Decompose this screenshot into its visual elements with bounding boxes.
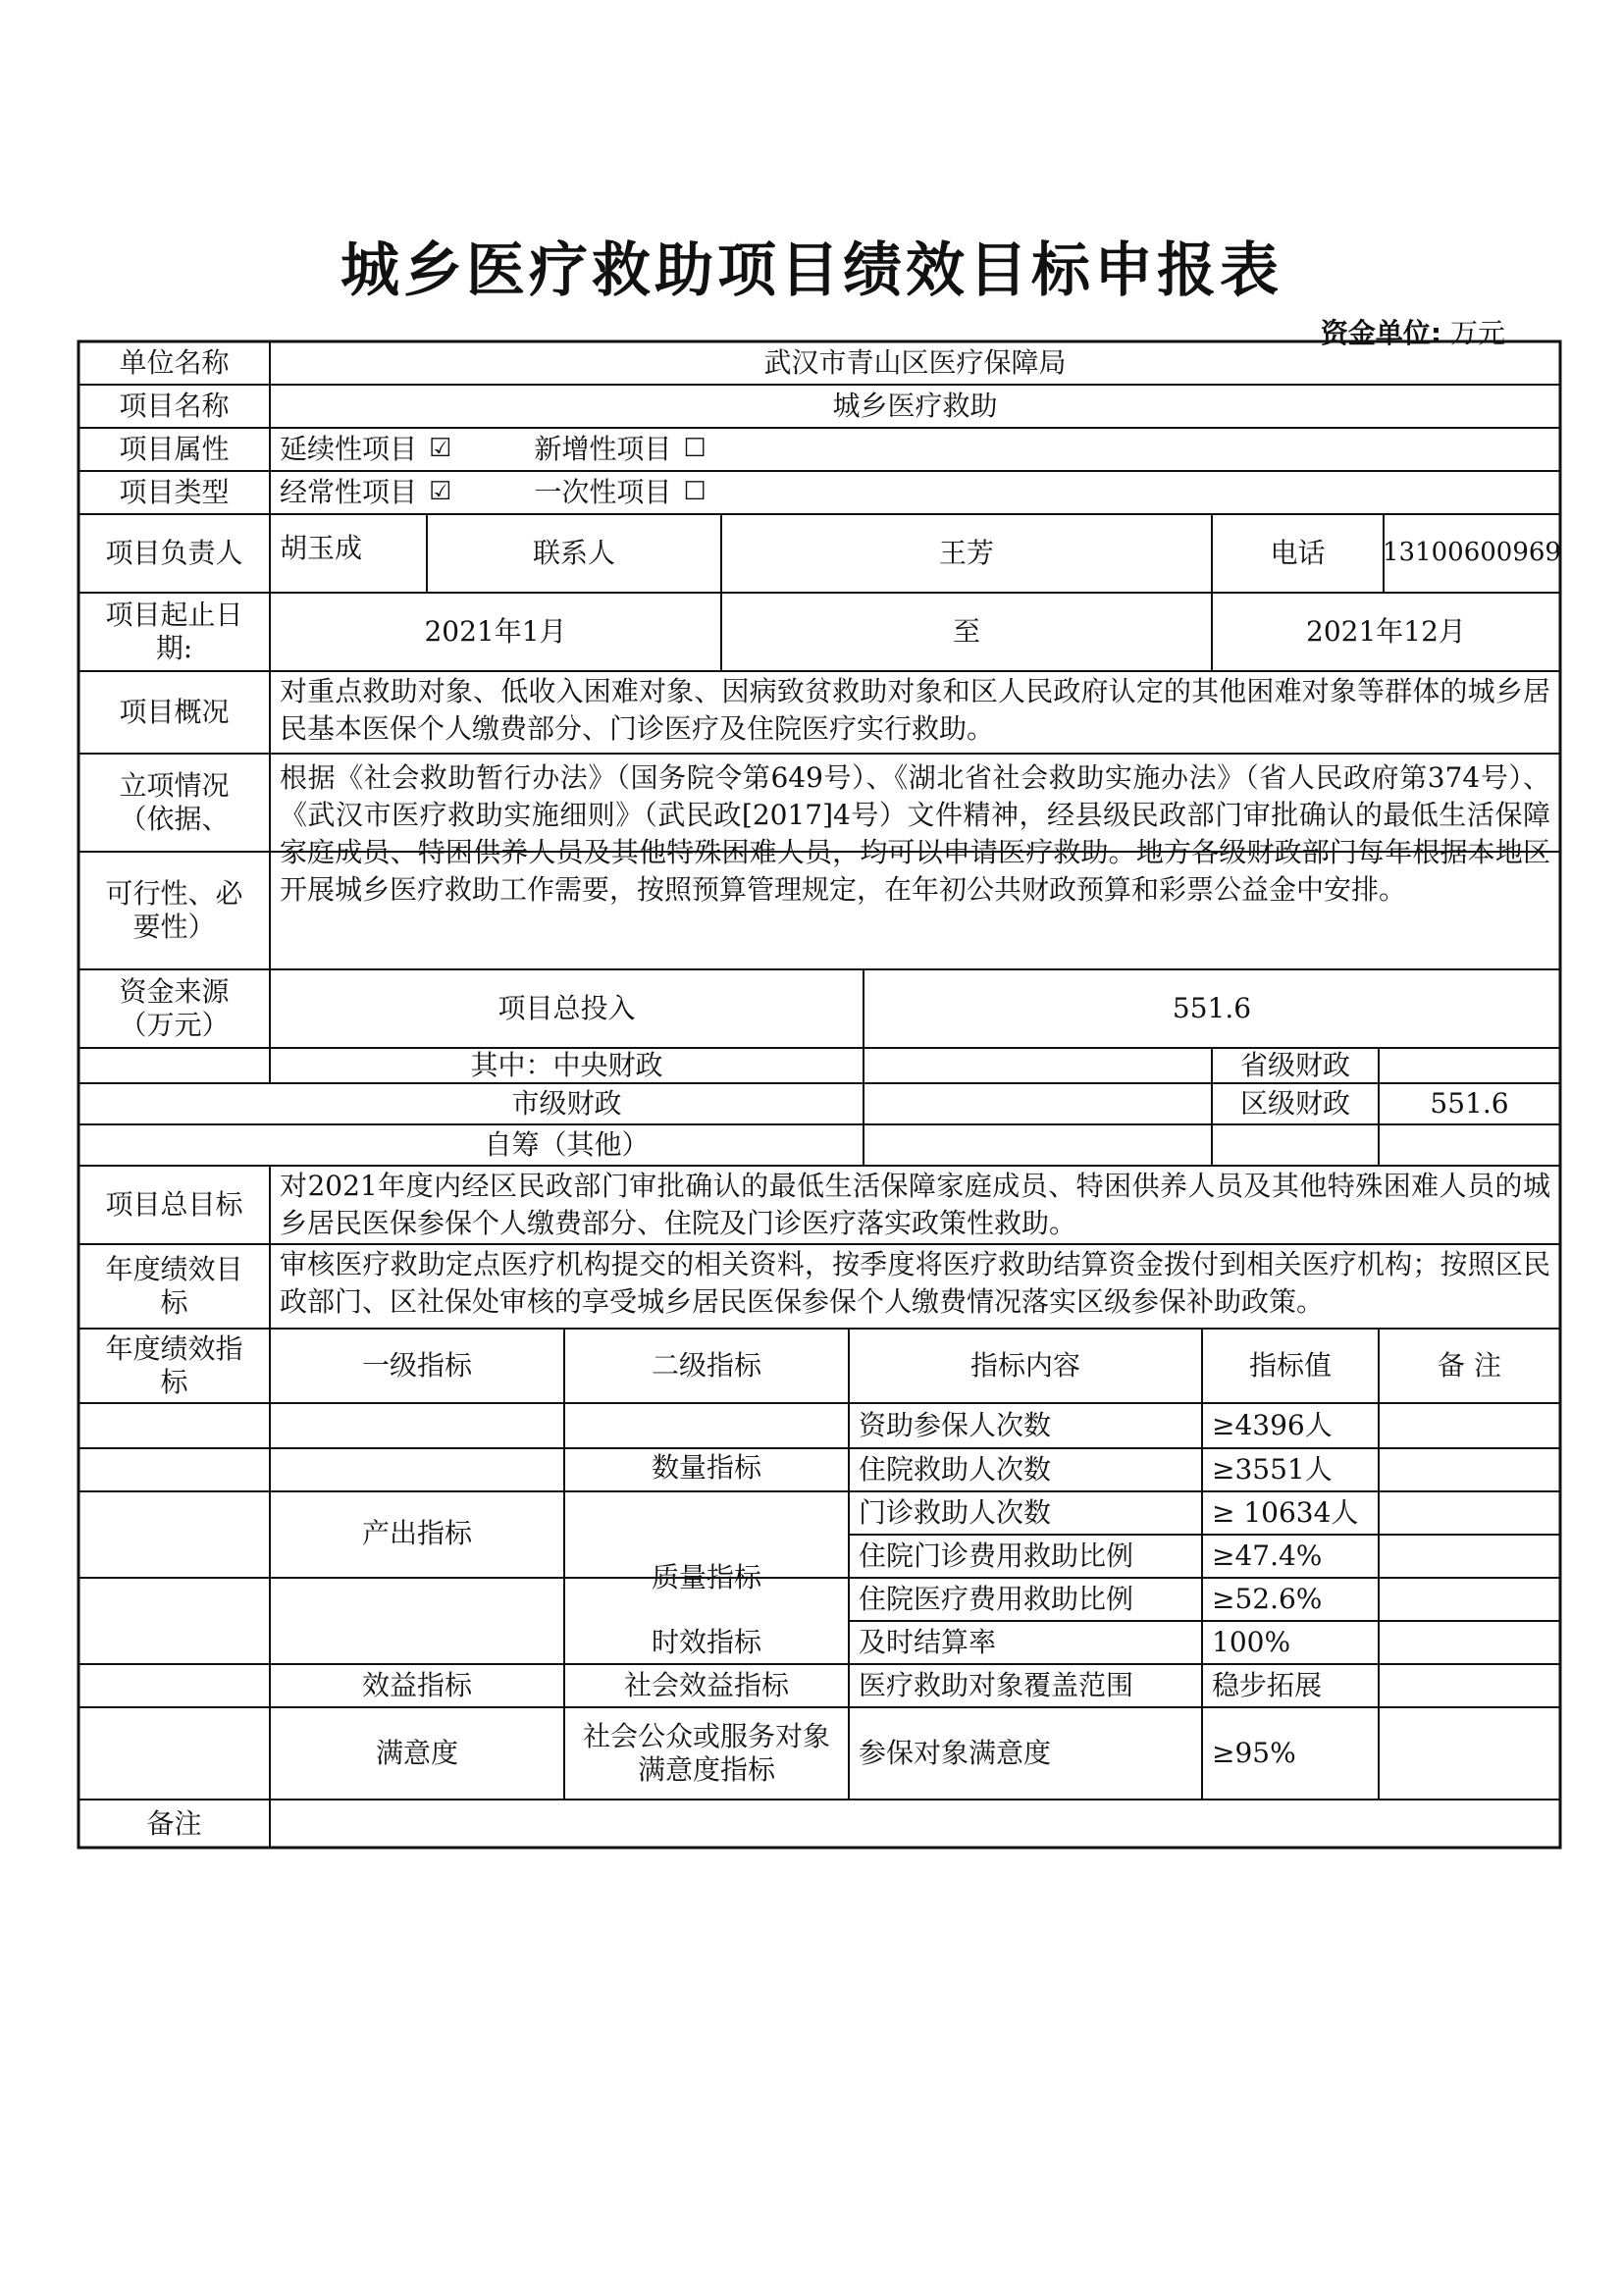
indicator-content: 门诊救助人次数 [859, 1496, 1052, 1530]
header-content: 指标内容 [969, 1349, 1080, 1383]
contact-label: 联系人 [532, 537, 615, 570]
period-end: 2021年12月 [1306, 615, 1466, 649]
funding-central-label: 其中：中央财政 [470, 1049, 663, 1082]
level2-quantity: 数量指标 [651, 1451, 761, 1485]
level1-satisfaction: 满意度 [375, 1737, 458, 1770]
leader-label: 项目负责人 [105, 537, 243, 570]
indicator-value: ≥4396人 [1212, 1409, 1333, 1442]
header-level1: 一级指标 [361, 1349, 472, 1383]
header-value: 指标值 [1248, 1349, 1332, 1383]
period-start: 2021年1月 [424, 615, 567, 649]
type-option-onetime: 一次性项目 [534, 476, 672, 509]
level1-output: 产出指标 [361, 1517, 472, 1550]
funding-city-value [864, 1083, 1212, 1124]
project-name-label: 项目名称 [119, 390, 230, 423]
indicator-value: ≥95% [1212, 1737, 1296, 1770]
funding-self-value [864, 1124, 1212, 1166]
overview-text: 对重点救助对象、低收入困难对象、因病致贫救助对象和区人民政府认定的其他困难对象等群体的城乡居民基本医保个人缴费部分、门诊医疗及住院医疗实行救助。 [280, 675, 1550, 745]
fund-unit-label: 资金单位: [1320, 317, 1442, 349]
funding-province-label: 省级财政 [1239, 1049, 1350, 1082]
contact-value: 王芳 [938, 537, 994, 570]
funding-label: 资金来源（万元） [119, 975, 230, 1041]
unit-name-label: 单位名称 [119, 346, 230, 380]
basis-label-2: 可行性、必要性） [105, 877, 243, 943]
basis-text: 根据《社会救助暂行办法》（国务院令第649号）、《湖北省社会救助实施办法》（省人民政府第374号）、《武汉市医疗救助实施细则》（武民政[2017]4号）文件精神，经县级民政部门审批确认的最低生活保障家庭成员、特困供养人员及其他特殊困难人员，均可以申请医疗救助。地方各级财政部门每年根据本地区开展城乡医疗救助工作需要，按照预算管理规定，在年初公共财政预算和彩票公益金中安排。 [280, 761, 1550, 906]
indicator-value: 100% [1212, 1626, 1291, 1659]
fund-unit-value: 万元 [1449, 317, 1505, 349]
indicator-value: ≥3551人 [1212, 1453, 1333, 1487]
indicator-value: ≥ 10634人 [1212, 1496, 1359, 1530]
indicator-content: 及时结算率 [859, 1626, 997, 1659]
period-to: 至 [952, 615, 980, 649]
level2-social: 社会效益指标 [623, 1669, 789, 1702]
indicator-content: 住院医疗费用救助比例 [859, 1583, 1134, 1616]
funding-province-value [1379, 1048, 1560, 1083]
header-level2: 二级指标 [651, 1349, 761, 1383]
page-title: 城乡医疗救助项目绩效目标申报表 [340, 236, 1283, 305]
unchecked-box-icon: ☐ [683, 477, 707, 507]
level2-quality: 质量指标 [651, 1561, 761, 1594]
project-attr-label: 项目属性 [119, 433, 230, 466]
annual-goal-label: 年度绩效目标 [105, 1253, 243, 1319]
funding-central-value [864, 1048, 1212, 1083]
checked-box-icon: ☑ [429, 477, 452, 507]
funding-self-label: 自筹（其他） [484, 1128, 650, 1162]
attr-option-new: 新增性项目 [534, 433, 672, 466]
header-remark: 备 注 [1438, 1349, 1501, 1383]
unit-name-value: 武汉市青山区医疗保障局 [763, 346, 1067, 380]
indicator-content: 资助参保人次数 [859, 1409, 1052, 1442]
type-option-regular: 经常性项目 [280, 476, 418, 509]
phone-label: 电话 [1270, 537, 1326, 570]
project-type-label: 项目类型 [119, 476, 230, 509]
overview-label: 项目概况 [119, 696, 230, 729]
attr-option-continuing: 延续性项目 [280, 433, 418, 466]
basis-label-1: 立项情况（依据、 [119, 769, 230, 835]
total-goal-text: 对2021年度内经区民政部门审批确认的最低生活保障家庭成员、特困供养人员及其他特殊困难人员的城乡居民医保参保个人缴费部分、住院及门诊医疗落实政策性救助。 [280, 1170, 1550, 1239]
indicator-value: ≥52.6% [1212, 1583, 1323, 1616]
indicators-label: 年度绩效指标 [105, 1332, 243, 1398]
unchecked-box-icon: ☐ [683, 434, 707, 464]
indicator-value: 稳步拓展 [1212, 1669, 1323, 1702]
project-type-options [270, 471, 1153, 514]
indicator-value: ≥47.4% [1212, 1539, 1323, 1573]
funding-district-label: 区级财政 [1239, 1087, 1350, 1121]
project-attr-options [270, 428, 1153, 471]
funding-city-label: 市级财政 [511, 1087, 622, 1121]
funding-total-value: 551.6 [1172, 992, 1252, 1025]
leader-value: 胡玉成 [280, 532, 363, 564]
project-name-value: 城乡医疗救助 [832, 390, 998, 423]
level1-benefit: 效益指标 [361, 1669, 472, 1702]
phone-value: 13100600969 [1383, 538, 1561, 568]
annual-goal-text: 审核医疗救助定点医疗机构提交的相关资料，按季度将医疗救助结算资金拨付到相关医疗机构；按照区民政部门、区社保处审核的享受城乡居民医保参保个人缴费情况落实区级参保补助政策。 [280, 1248, 1550, 1318]
funding-total-label: 项目总投入 [497, 992, 636, 1025]
checked-box-icon: ☑ [429, 434, 452, 464]
funding-district-value: 551.6 [1430, 1087, 1509, 1121]
total-goal-label: 项目总目标 [105, 1188, 243, 1222]
remark-label: 备注 [146, 1806, 202, 1840]
indicator-content: 住院门诊费用救助比例 [859, 1539, 1134, 1573]
indicator-content: 医疗救助对象覆盖范围 [859, 1669, 1134, 1702]
level2-satisfaction: 社会公众或服务对象满意度指标 [582, 1720, 830, 1786]
period-label: 项目起止日期: [105, 599, 243, 664]
indicator-content: 参保对象满意度 [859, 1737, 1052, 1770]
indicator-content: 住院救助人次数 [859, 1453, 1052, 1487]
level2-timeliness: 时效指标 [651, 1626, 761, 1659]
